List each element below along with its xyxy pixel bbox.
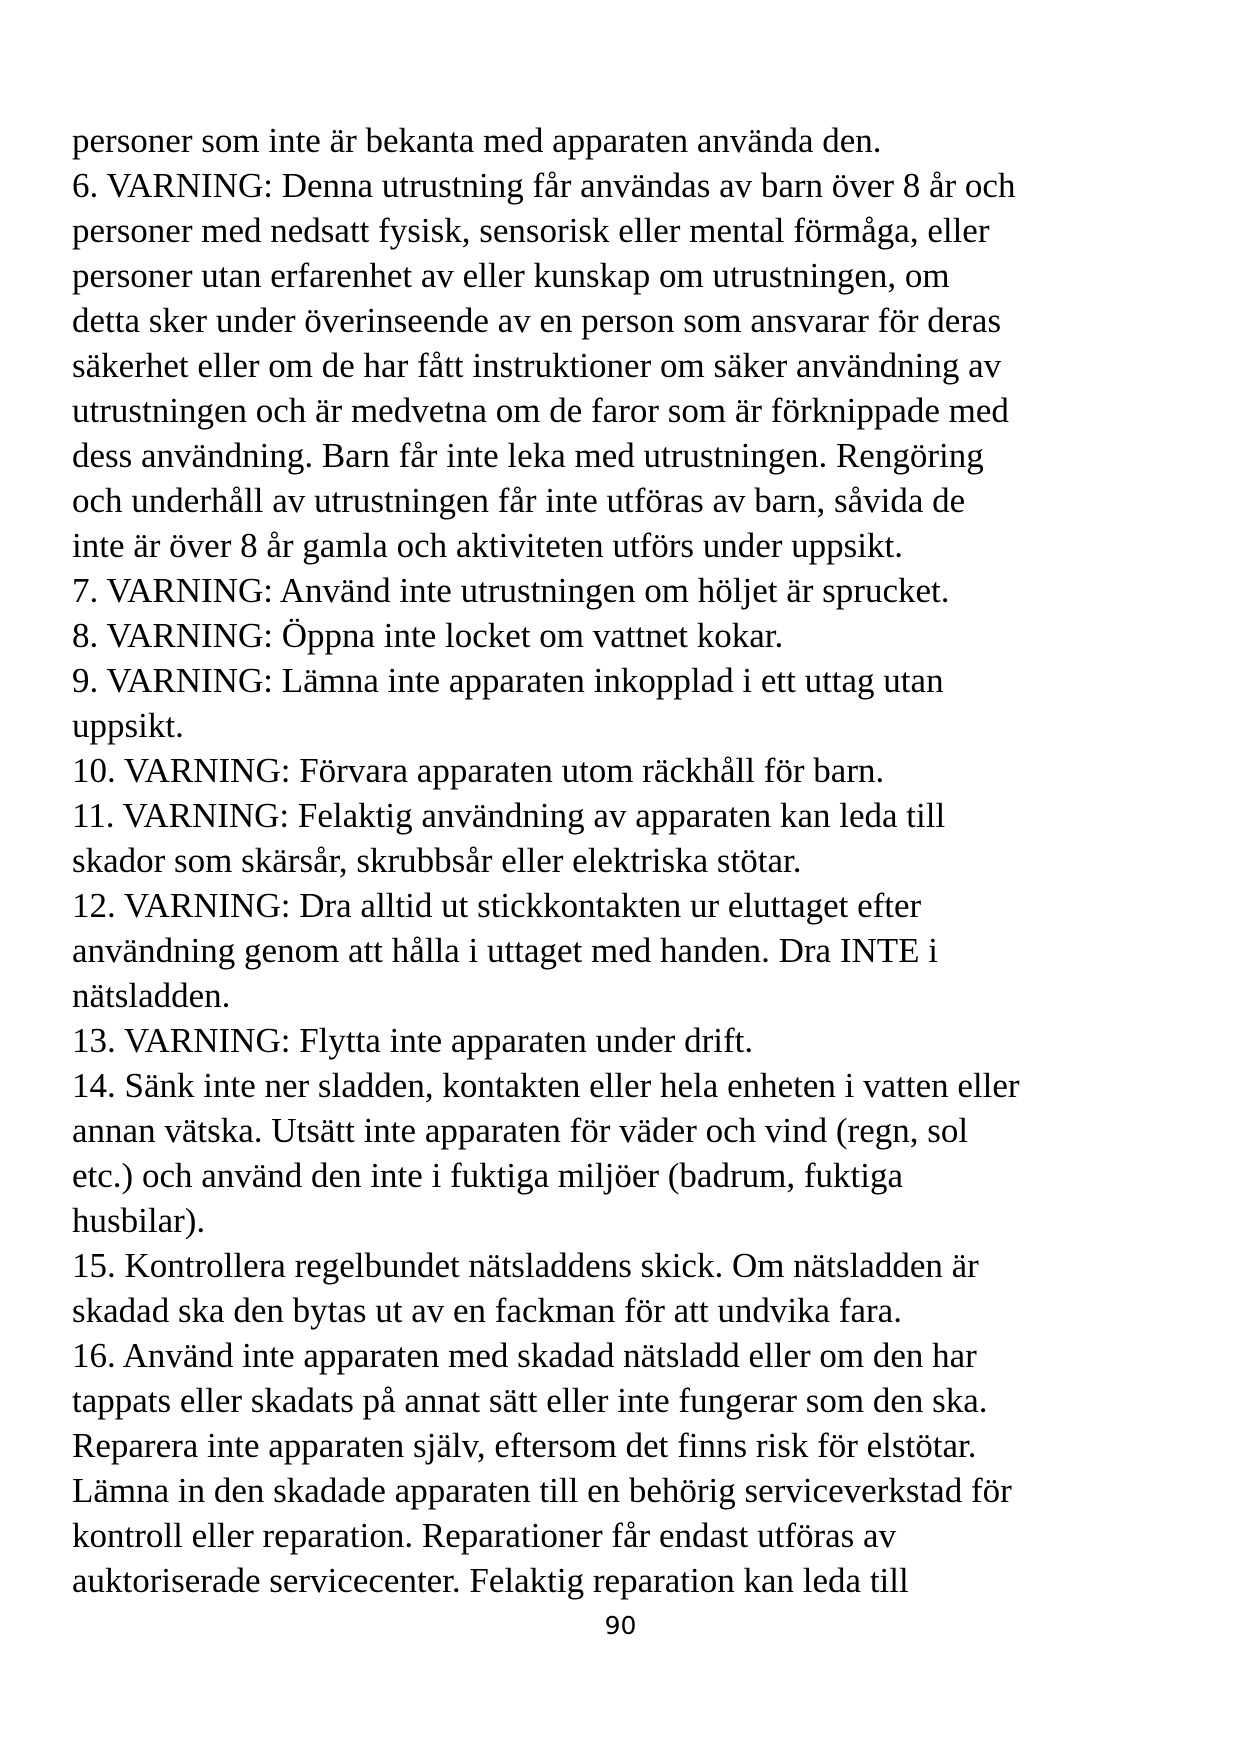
- text-line: och underhåll av utrustningen får inte utföras av barn, såvida de: [72, 481, 966, 520]
- text-line: 16. Använd inte apparaten med skadad nätsladd eller om den har: [72, 1336, 977, 1375]
- text-line: kontroll eller reparation. Reparationer får endast utföras av: [72, 1516, 897, 1555]
- text-line: säkerhet eller om de har fått instruktioner om säker användning av: [72, 346, 1002, 385]
- text-line: detta sker under överinseende av en person som ansvarar för deras: [72, 301, 1002, 340]
- text-line: 10. VARNING: Förvara apparaten utom räckhåll för barn.: [72, 751, 885, 790]
- text-line: 13. VARNING: Flytta inte apparaten under drift.: [72, 1021, 754, 1060]
- text-line: Reparera inte apparaten själv, eftersom det finns risk för elstötar.: [72, 1426, 977, 1465]
- text-line: användning genom att hålla i uttaget med handen. Dra INTE i: [72, 931, 938, 970]
- text-line: skador som skärsår, skrubbsår eller elektriska stötar.: [72, 841, 802, 880]
- text-line: dess användning. Barn får inte leka med utrustningen. Rengöring: [72, 436, 984, 475]
- text-line: 11. VARNING: Felaktig användning av apparaten kan leda till: [72, 796, 946, 835]
- text-line: 9. VARNING: Lämna inte apparaten inkopplad i ett uttag utan: [72, 661, 944, 700]
- text-line: skadad ska den bytas ut av en fackman för att undvika fara.: [72, 1291, 902, 1330]
- text-line: inte är över 8 år gamla och aktiviteten utförs under uppsikt.: [72, 526, 903, 565]
- text-line: nätsladden.: [72, 976, 231, 1015]
- text-line: 14. Sänk inte ner sladden, kontakten eller hela enheten i vatten eller: [72, 1066, 1020, 1105]
- text-line: uppsikt.: [72, 706, 184, 745]
- text-line: auktoriserade servicecenter. Felaktig reparation kan leda till: [72, 1561, 909, 1600]
- text-line: 8. VARNING: Öppna inte locket om vattnet kokar.: [72, 616, 784, 655]
- text-line: personer utan erfarenhet av eller kunskap om utrustningen, om: [72, 256, 950, 295]
- text-line: 7. VARNING: Använd inte utrustningen om höljet är sprucket.: [72, 571, 950, 610]
- page-number: 90: [604, 1611, 637, 1640]
- text-line: tappats eller skadats på annat sätt eller inte fungerar som den ska.: [72, 1381, 988, 1420]
- text-line: husbilar).: [72, 1201, 206, 1240]
- text-line: 15. Kontrollera regelbundet nätsladdens skick. Om nätsladden är: [72, 1246, 979, 1285]
- text-line: personer med nedsatt fysisk, sensorisk eller mental förmåga, eller: [72, 211, 990, 250]
- text-line: 12. VARNING: Dra alltid ut stickkontakten ur eluttaget efter: [72, 886, 922, 925]
- text-line: etc.) och använd den inte i fuktiga miljöer (badrum, fuktiga: [72, 1156, 903, 1195]
- manual-page-text: [72, 118, 1192, 1603]
- text-line: utrustningen och är medvetna om de faror som är förknippade med: [72, 391, 1009, 430]
- text-line: Lämna in den skadade apparaten till en behörig serviceverkstad för: [72, 1471, 1012, 1510]
- text-line: annan vätska. Utsätt inte apparaten för väder och vind (regn, sol: [72, 1111, 969, 1150]
- text-line: 6. VARNING: Denna utrustning får användas av barn över 8 år och: [72, 166, 1016, 205]
- text-line: personer som inte är bekanta med apparaten använda den.: [72, 121, 882, 160]
